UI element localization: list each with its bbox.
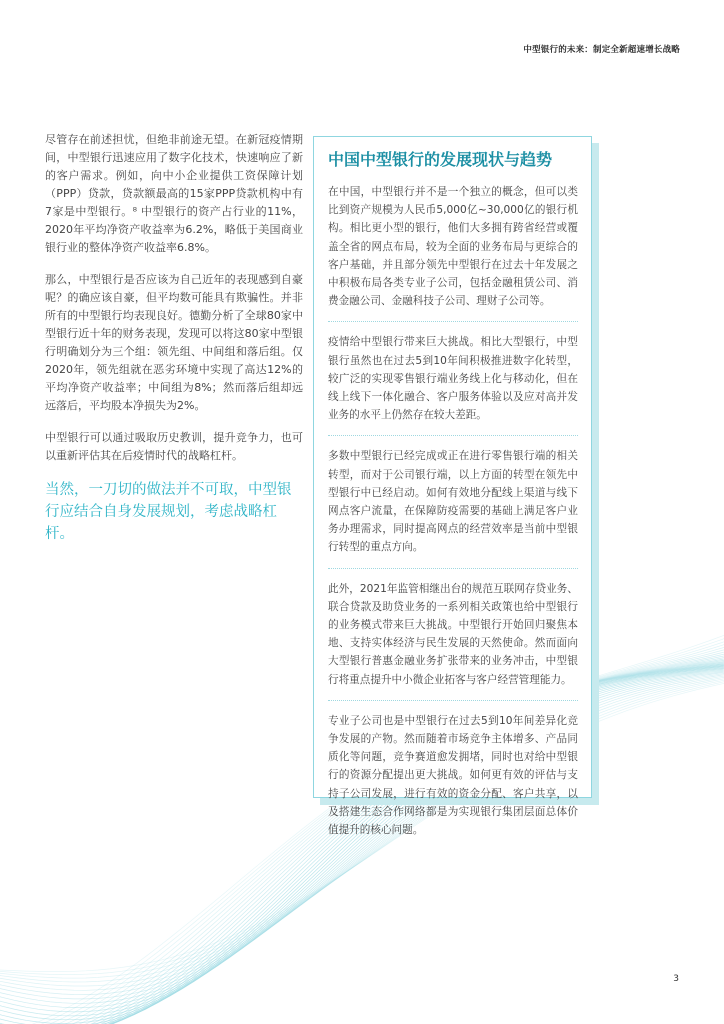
body-paragraph: 中型银行可以通过吸取历史教训，提升竞争力，也可以重新评估其在后疫情时代的战略杠杆。 xyxy=(45,431,303,462)
left-column xyxy=(45,131,303,545)
body-paragraph: 尽管存在前述担忧，但绝非前途无望。在新冠疫情期间，中型银行迅速应用了数字化技术，快速响应了新的客户需求。例如，向中小企业提供工资保障计划（PPP）贷款，贷款额最高的15家PPP贷款机构中有7家是中型银行。⁸ 中型银行的资产占行业的11%，2020年平均净资产收益率为6.2%，略低于美国商业银行业的整体净资产收益率6.8%。 xyxy=(45,133,303,254)
pull-quote: 当然，一刀切的做法并不可取，中型银行应结合自身发展规划，考虑战略杠杆。 xyxy=(45,482,292,542)
sidebar-title: 中国中型银行的发展现状与趋势 xyxy=(328,150,553,169)
page-number: 3 xyxy=(673,974,679,984)
sidebar-box xyxy=(313,136,592,837)
sidebar-paragraph: 专业子公司也是中型银行在过去5到10年间差异化竞争发展的产物。然而随着市场竞争主体增多、产品同质化等问题，竞争赛道愈发拥堵，同时也对给中型银行的资源分配提出更大挑战。如何更有效的评估与支持子公司发展，进行有效的资金分配、客户共享，以及搭建生态合作网络都是为实现银行集团层面总体价值提升的核心问题。 xyxy=(328,714,578,837)
divider xyxy=(328,700,578,701)
sidebar-paragraph: 疫情给中型银行带来巨大挑战。相比大型银行，中型银行虽然也在过去5到10年间积极推进数字化转型，较广泛的实现零售银行端业务线上化与移动化，但在线上线下一体化融合、客户服务体验以及应对高并发业务的水平上仍然存在较大差距。 xyxy=(328,336,578,422)
header-title: 中型银行的未来：制定全新超速增长战略 xyxy=(523,45,680,55)
divider xyxy=(328,321,578,322)
sidebar-paragraph: 多数中型银行已经完成或正在进行零售银行端的相关转型，而对于公司银行端，以上方面的转型在领先中型银行中已经启动。如何有效地分配线上渠道与线下网点客户流量，在保障防疫需要的基础上满足客户业务办理需求，同时提高网点的经营效率是当前中型银行转型的重点方向。 xyxy=(328,450,578,554)
body-paragraph: 那么，中型银行是否应该为自己近年的表现感到自豪呢？的确应该自豪，但平均数可能具有欺骗性。并非所有的中型银行均表现良好。德勤分析了全球80家中型银行近十年的财务表现，发现可以将这80家中型银行明确划分为三个组：领先组、中间组和落后组。仅2020年，领先组就在恶劣环境中实现了高达12%的平均净资产收益率；中间组为8%；然而落后组却远远落后，平均股本净损失为2%。 xyxy=(45,273,303,412)
sidebar-paragraph: 此外，2021年监管相继出台的规范互联网存贷业务、联合贷款及助贷业务的一系列相关政策也给中型银行的业务模式带来巨大挑战。中型银行开始回归聚焦本地、支持实体经济与民生发展的天然使命。然而面向大型银行普惠金融业务扩张带来的业务冲击，中型银行将重点提升中小微企业拓客与客户经营管理能力。 xyxy=(328,582,578,686)
divider xyxy=(328,568,578,569)
divider xyxy=(328,435,578,436)
sidebar-paragraph: 在中国，中型银行并不是一个独立的概念，但可以类比到资产规模为人民币5,000亿~30,000亿的银行机构。相比更小型的银行，他们大多拥有跨省经营或覆盖全省的网点布局，较为全面的业务布局与更综合的客户基础，并且部分领先中型银行在过去十年发展之中积极布局各类专业子公司，包括金融租赁公司、消费金融公司、金融科技子公司、理财子公司等。 xyxy=(328,186,578,308)
